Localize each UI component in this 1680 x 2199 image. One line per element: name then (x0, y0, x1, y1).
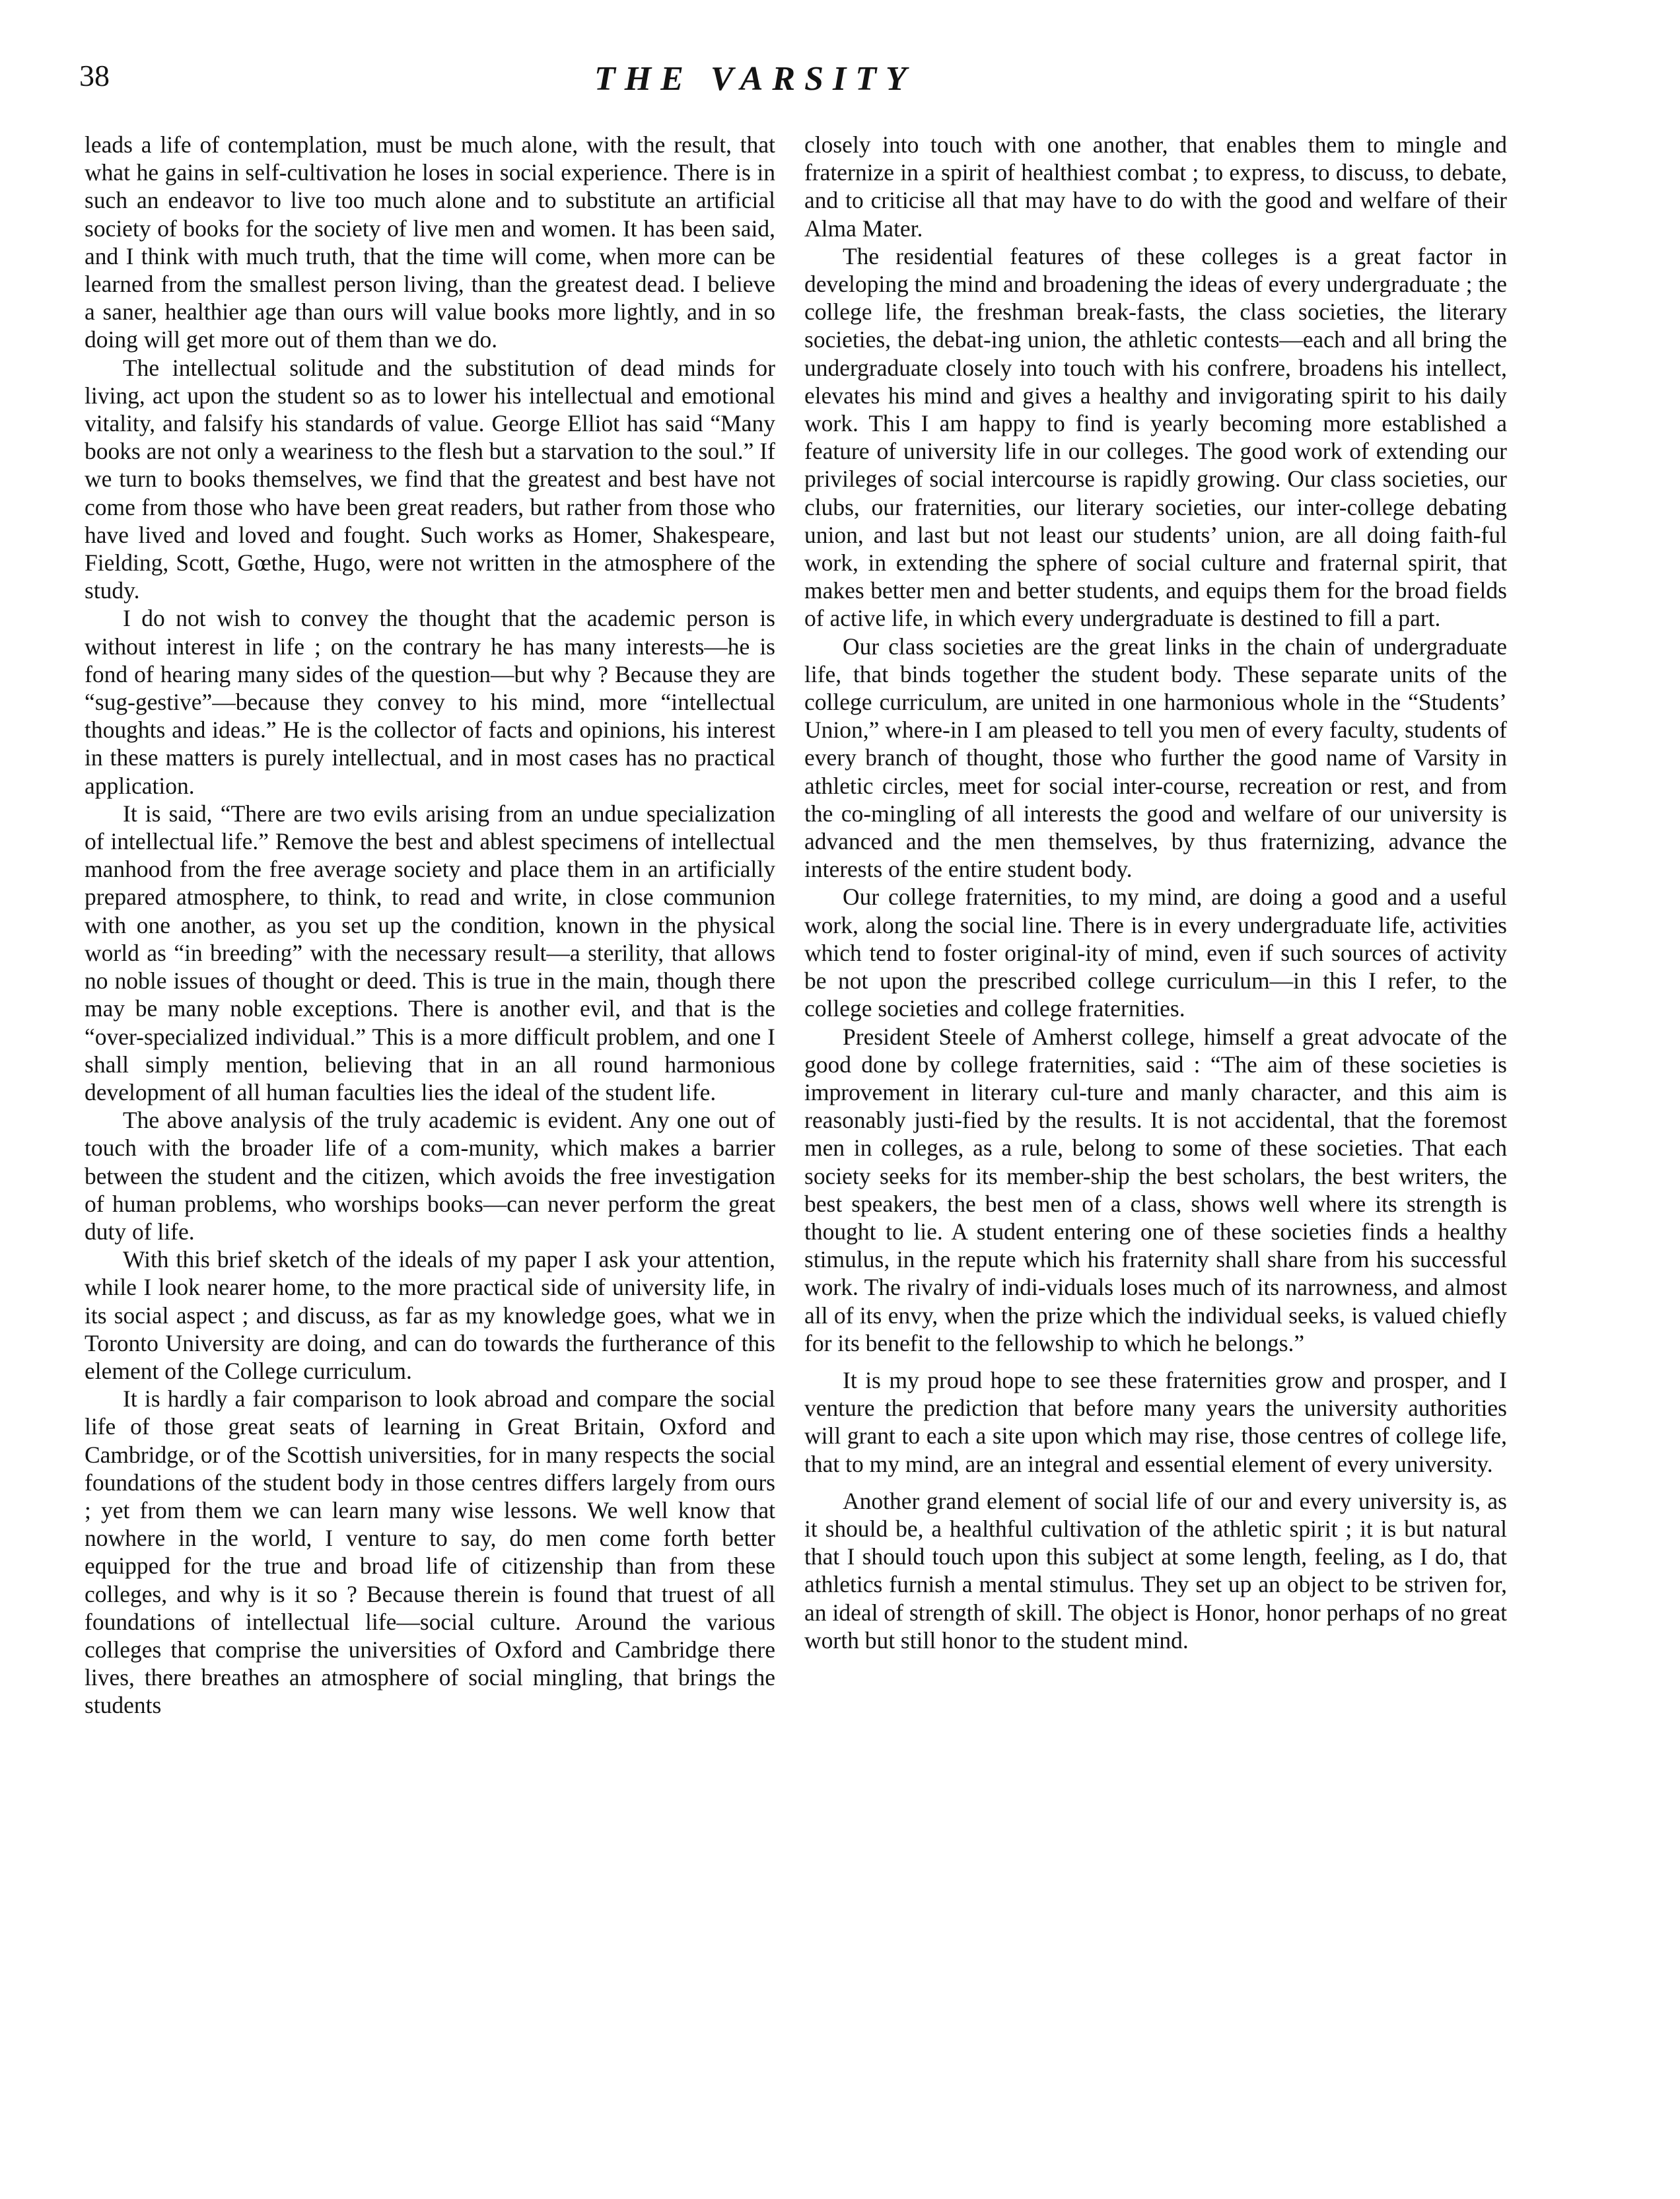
left-column (85, 131, 775, 1720)
paragraph: closely into touch with one another, that enables them to mingle and fraternize in a spirit of healthiest combat ; to express, to discuss, to debate, and to criticise all that may have to do with the good and welfare of their Alma Mater. (804, 131, 1507, 242)
right-column (804, 131, 1507, 1654)
paragraph: leads a life of contemplation, must be much alone, with the result, that what he gains in self-cultivation he loses in social experience. There is in such an endeavor to live too much alone and to substitute an artificial society of books for the society of live men and women. It has been said, and I think with much truth, that the time will come, when more can be learned from the smallest person living, than the greatest dead. I believe a saner, healthier age than ours will value books more lightly, and in so doing will get more out of them than we do. (85, 131, 775, 353)
paragraph: It is my proud hope to see these fraternities grow and prosper, and I venture the prediction that before many years the university authorities will grant to each a site upon which may rise, those centres of college life, that to my mind, are an integral and essential element of every university. (804, 1366, 1507, 1477)
paragraph: The above analysis of the truly academic is evident. Any one out of touch with the broader life of a com-munity, which makes a barrier between the student and the citizen, which avoids the free investigation of human problems, who worships books—can never perform the great duty of life. (85, 1107, 775, 1245)
paragraph: With this brief sketch of the ideals of my paper I ask your attention, while I look nearer home, to the more practical side of university life, in its social aspect ; and discuss, as far as my knowledge goes, what we in Toronto University are doing, and can do towards the furtherance of this element of the College curriculum. (85, 1246, 775, 1384)
page-number: 38 (79, 59, 110, 92)
paragraph: It is said, “There are two evils arising from an undue specialization of intellectual life.” Remove the best and ablest specimens of intellectual manhood from the free average society and place them in an artificially prepared atmosphere, to think, to read and write, in close communion with one another, as you set up the condition, known in the physical world as “in breeding” with the necessary result—a sterility, that allows no noble issues of thought or deed. This is true in the main, though there may be many noble exceptions. There is another evil, and that is the “over-specialized individual.” This is a more difficult problem, and one I shall simply mention, believing that in an all round harmonious development of all human faculties lies the ideal of the student life. (85, 800, 775, 1105)
paragraph: It is hardly a fair comparison to look abroad and compare the social life of those great seats of learning in Great Britain, Oxford and Cambridge, or of the Scottish universities, for in many respects the social foundations of the student body in those centres differs largely from ours ; yet from them we can learn many wise lessons. We well know that nowhere in the world, I venture to say, do men come forth better equipped for the true and broad life of citizenship than from these colleges, and why is it so ? Because therein is found that truest of all foundations of intellectual life—social culture. Around the various colleges that comprise the universities of Oxford and Cambridge there lives, there breathes an atmosphere of social mingling, that brings the students (85, 1385, 775, 1719)
paragraph: Another grand element of social life of our and every university is, as it should be, a healthful cultivation of the athletic spirit ; it is but natural that I should touch upon this subject at some length, feeling, as I do, that athletics furnish a mental stimulus. They set up an object to be striven for, an ideal of strength of skill. The object is Honor, honor perhaps of no great worth but still honor to the student mind. (804, 1487, 1507, 1654)
paragraph: The intellectual solitude and the substitution of dead minds for living, act upon the student so as to lower his intellectual and emotional vitality, and falsify his standards of value. George Elliot has said “Many books are not only a weariness to the flesh but a starvation to the soul.” If we turn to books themselves, we find that the greatest and best have not come from those who have been great readers, but rather from those who have lived and loved and fought. Such works as Homer, Shakespeare, Fielding, Scott, Gœthe, Hugo, were not written in the atmosphere of the study. (85, 354, 775, 604)
paragraph: Our class societies are the great links in the chain of undergraduate life, that binds together the student body. These separate units of the college curriculum, are united in one harmonious whole in the “Students’ Union,” where-in I am pleased to tell you men of every faculty, students of every branch of thought, those who further the good name of Varsity in athletic circles, meet for social inter-course, recreation or rest, and from the co-mingling of all interests the good and welfare of our university is advanced and the men themselves, by thus fraternizing, advance the interests of the entire student body. (804, 633, 1507, 883)
running-title: THE VARSITY (594, 60, 916, 98)
paragraph: The residential features of these colleges is a great factor in developing the mind and broadening the ideas of every undergraduate ; the college life, the freshman break-fasts, the class societies, the literary societies, the debat-ing union, the athletic contests—each and all bring the undergraduate closely into touch with his confrere, broadens his intellect, elevates his mind and gives a healthy and invigorating spirit to his daily work. This I am happy to find is yearly becoming more established a feature of university life in our colleges. The good work of extending our privileges of social intercourse is rapidly growing. Our class societies, our clubs, our fraternities, our literary societies, our inter-college debating union, and last but not least our students’ union, are all doing faith-ful work, in extending the sphere of social culture and fraternal spirit, that makes better men and better students, and equips them for the broad fields of active life, in which every undergraduate is destined to fill a part. (804, 242, 1507, 632)
paragraph: President Steele of Amherst college, himself a great advocate of the good done by college fraternities, said : “The aim of these societies is improvement in literary cul-ture and manly character, and this aim is reasonably justi-fied by the results. It is not accidental, that the foremost men in colleges, as a rule, belong to some of these societies. That each society seeks for its member-ship the best scholars, the best writers, the best speakers, the best men of a class, shows well where its strength is thought to lie. A student entering one of these societies finds a healthy stimulus, in the repute which his fraternity shall share from his successful work. The rivalry of indi-viduals loses much of its narrowness, and almost all of its envy, when the prize which the individual seeks, is valued chiefly for its benefit to the fellowship to which he belongs.” (804, 1023, 1507, 1356)
paragraph: I do not wish to convey the thought that the academic person is without interest in life ; on the contrary he has many interests—he is fond of hearing many sides of the question—but why ? Because they are “sug-gestive”—because they convey to his mind, more “intellectual thoughts and ideas.” He is the collector of facts and opinions, his interest in these matters is purely intellectual, and in most cases has no practical application. (85, 605, 775, 799)
paragraph: Our college fraternities, to my mind, are doing a good and a useful work, along the social line. There is in every undergraduate life, activities which tend to foster original-ity of mind, even if such sources of activity be not upon the prescribed college curriculum—in this I refer, to the college societies and college fraternities. (804, 884, 1507, 1022)
